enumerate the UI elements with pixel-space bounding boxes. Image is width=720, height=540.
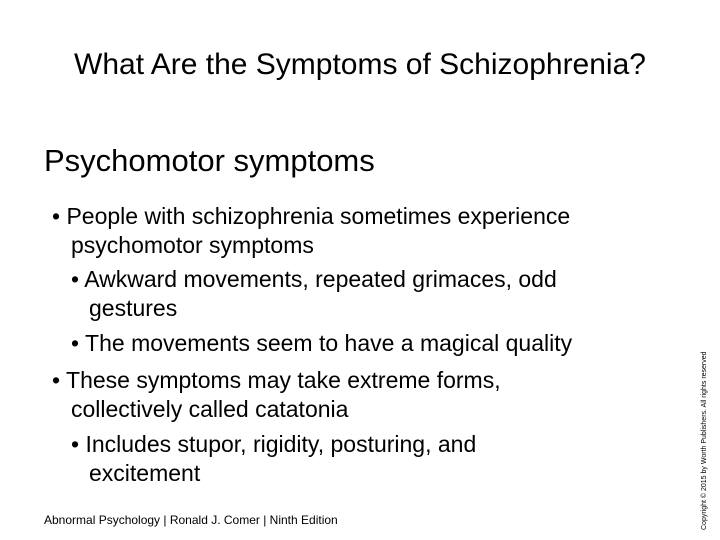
- bullet-marker: •: [52, 367, 61, 393]
- bullet-continuation: gestures: [89, 295, 178, 321]
- bullet-text: Awkward movements, repeated grimaces, odd: [84, 266, 557, 292]
- bullet-text: People with schizophrenia sometimes experience: [66, 203, 571, 229]
- bullet-item: [52, 364, 501, 396]
- bullet-text: Includes stupor, rigidity, posturing, and: [85, 431, 477, 457]
- sub-bullet-item: [71, 327, 572, 359]
- copyright-notice: Copyright © 2015 by Worth Publishers. All rights reserved: [701, 351, 708, 530]
- bullet-marker: •: [71, 330, 80, 356]
- bullet-text: The movements seem to have a magical quality: [85, 330, 573, 356]
- bullet-continuation: psychomotor symptoms: [71, 232, 314, 258]
- bullet-marker: •: [52, 203, 61, 229]
- sub-bullet-item: [71, 263, 557, 295]
- slide-title: What Are the Symptoms of Schizophrenia?: [74, 48, 646, 81]
- bullet-marker: •: [71, 266, 80, 292]
- slide-subtitle: Psychomotor symptoms: [44, 143, 375, 178]
- slide-footer: Abnormal Psychology | Ronald J. Comer | Ninth Edition: [44, 513, 338, 527]
- bullet-text: These symptoms may take extreme forms,: [66, 367, 501, 393]
- bullet-continuation: excitement: [89, 460, 201, 486]
- bullet-item: [52, 200, 570, 232]
- bullet-continuation: collectively called catatonia: [71, 396, 349, 422]
- sub-bullet-item: [71, 428, 476, 460]
- bullet-marker: •: [71, 431, 80, 457]
